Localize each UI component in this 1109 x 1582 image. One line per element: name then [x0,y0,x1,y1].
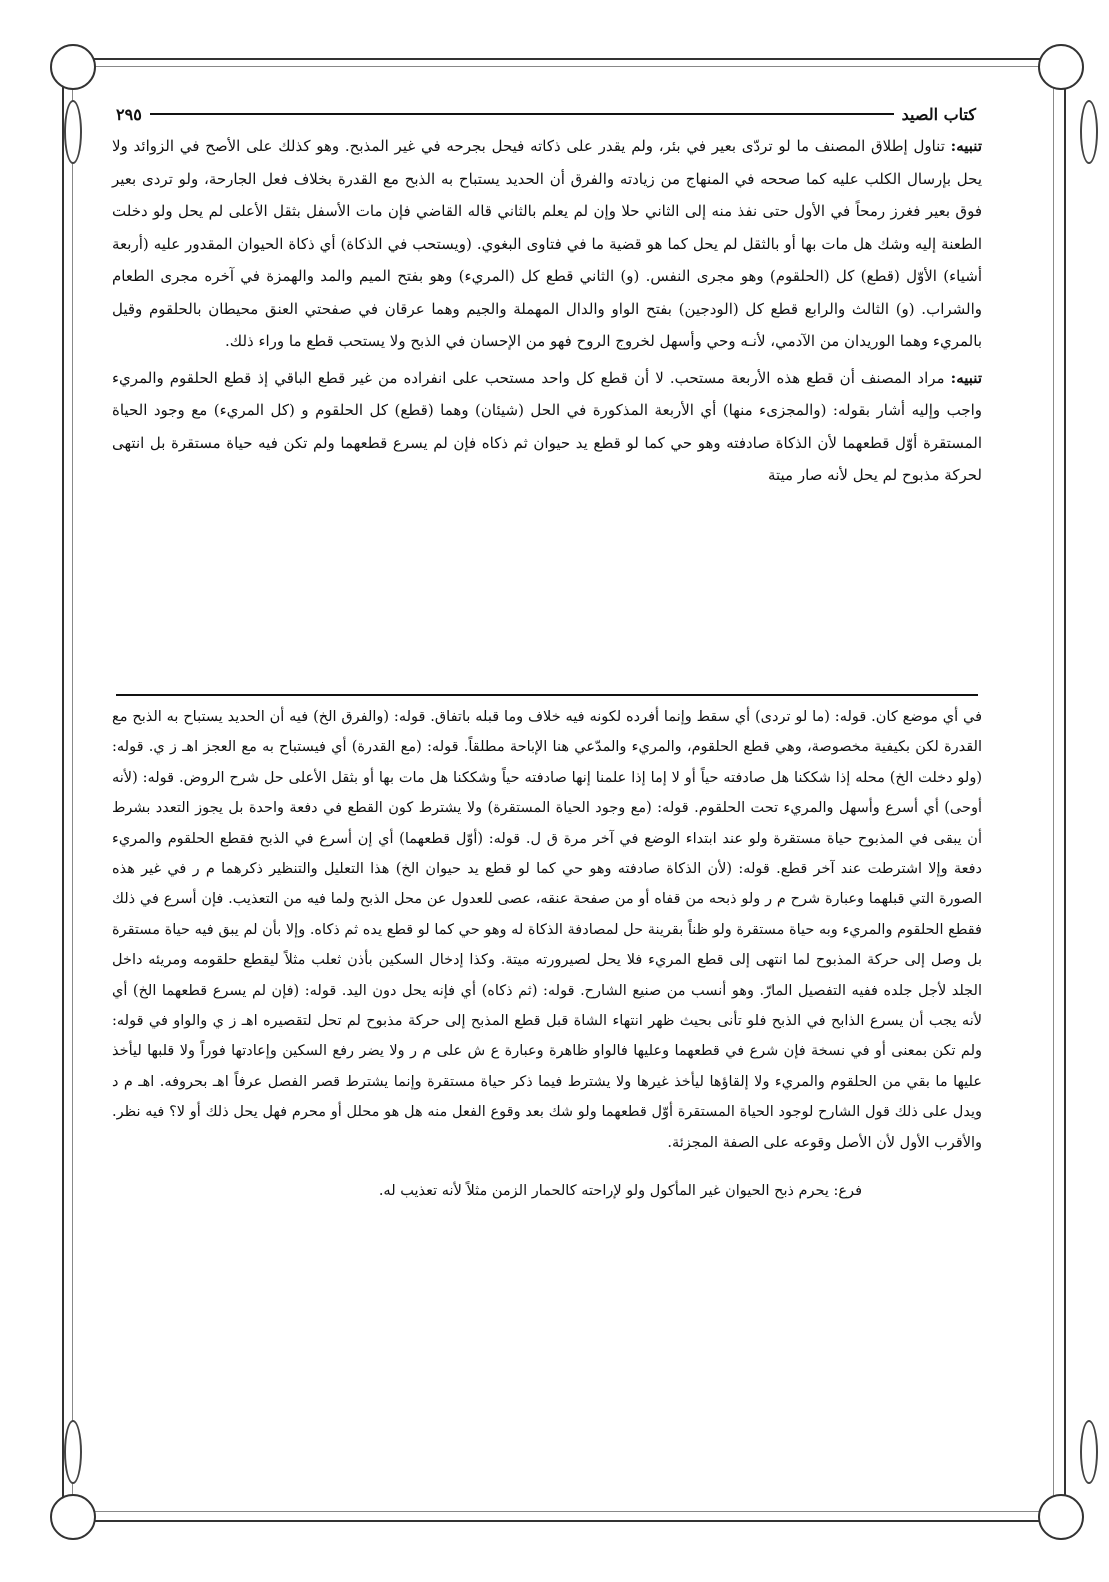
running-title: كتاب الصيد [901,104,976,124]
header-rule [150,113,894,115]
page-header [116,100,976,128]
ornament-corner-icon [50,1494,96,1540]
main-text [112,130,982,496]
ornament-corner-icon [1038,44,1084,90]
note-label: تنبيه: [950,137,982,155]
paragraph-text: مراد المصنف أن قطع هذه الأربعة مستحب. لا أن قطع كل واحد مستحب على انفراده من غير قطع الباقي إذ قطع الحلقوم والمريء واجب وإليه أشار بقوله: (والمجزىء منها) أي الأربعة المذكورة في الحل (شيئان) وهما (قطع) كل الحلقوم و (كل المريء) مع وجود الحياة المستقرة أوّل قطعهما لأن الذكاة صادفته وهو حي كما لو قطع يد حيوان ثم ذكاه فإن لم يسرع قطعهما ولم تكن فيه حياة مستقرة بل انتهى لحركة مذبوح لم يحل لأنه صار ميتة [112,368,982,484]
main-paragraph [112,362,982,492]
ornament-curl-icon [64,100,82,164]
ornament-curl-icon [1080,100,1098,164]
commentary-subsection: فرع: يحرم ذبح الحيوان غير المأكول ولو لإراحته كالحمار الزمن مثلاً لأنه تعذيب له. [378,1183,862,1200]
footnote-separator [116,694,978,696]
ornament-curl-icon [1080,1420,1098,1484]
ornament-curl-icon [64,1420,82,1484]
commentary-text: في أي موضع كان. قوله: (ما لو تردى) أي سقط وإنما أفرده لكونه فيه خلاف وما قبله باتفاق. قوله: (والفرق الخ) فيه أن الحديد يستباح به الذبح مع القدرة لكن بكيفية مخصوصة، وهي قطع الحلقوم، والمريء والمدّعي هنا الإباحة مطلقاً. قوله: (مع القدرة) أي فيستباح به مع العجز اهـ ز ي. قوله: (ولو دخلت الخ) محله إذا شككنا هل صادفته حياً أو لا إما إذا علمنا إنها صادفته حياً وشككنا هل مات بها أو بثقل الأعلى حل شرح الروض. قوله: (لأنه أوحى) أي أسرع وأسهل والمريء تحت الحلقوم. قوله: (مع وجود الحياة المستقرة) ولا يشترط كون القطع في دفعة واحدة بل يجوز التعدد بشرط أن يبقى في المذبوح حياة مستقرة ولو عند ابتداء الوضع في آخر مرة ق ل. قوله: (أوّل قطعهما) أي إن أسرع في الذبح فقطع الحلقوم والمريء دفعة وإلا اشترطت عند آخر قطع. قوله: (لأن الذكاة صادفته وهو حي كما لو قطع يد حيوان الخ) هذا التعليل والتنظير ذكرهما م ر في غير هذه الصورة التي قبلهما وعبارة شرح م ر ولو ذبحه من قفاه أو من صفحة عنقه، عصى للعدول عن محل الذبح ولما فيه من التعذيب. فإن أسرع في ذلك فقطع الحلقوم والمريء وبه حياة مستقرة ولو ظناً بقرينة حل لمصادفة الذكاة له وهو حي كما لو قطع يده ثم ذكاه. وإلا بأن لم يبق فيه حياة مستقرة بل وصل إلى حركة المذبوح لما انتهى إلى قطع المريء فلا يحل لصيرورته ميتة. وكذا إدخال السكين بأذن ثعلب مثلاً ليقطع حلقومه ومريئه داخل الجلد لأجل جلده ففيه التفصيل المارّ. وهو أنسب من صنيع الشارح. قوله: (ثم ذكاه) أي فإنه يحل دون اليد. قوله: (فإن لم يسرع قطعهما الخ) أي لأنه يجب أن يسرع الذابح في الذبح فلو تأنى بحيث ظهر انتهاء الشاة قبل قطع المذبح إلى حركة مذبوح لم تحل لتقصيره اهـ ز ي والواو في قوله: ولم تكن بمعنى أو في نسخة فإن شرع في قطعهما وعليها فالواو ظاهرة وعبارة ع ش على م ر ولا يضر رفع السكين وإعادتها فوراً ولا قلبها ليأخذ عليها ما بقي من الحلقوم والمريء ولا إلقاؤها ليأخذ غيرها ولا يشترط فيما ذكر حياة مستقرة وإنما يشترط قصر الفصل عرفاً اهـ بحروفه. اهـ م د ويدل على ذلك قول الشارح لوجود الحياة المستقرة أوّل قطعهما ولو شك بعد وقوع الفعل منه هل هو محلل أو محرم فهل يحل ذلك أو لا؟ فيه نظر. والأقرب الأول لأن الأصل وقوعه على الصفة المجزئة. [112,709,982,1151]
note-label: تنبيه: [950,368,982,387]
main-paragraph [112,130,982,358]
paragraph-text: تناول إطلاق المصنف ما لو تردّى بعير في بئر، ولم يقدر على ذكاته فيحل بجرحه في غير المذبح. وهو كذلك على الأصح في الزوائد ولا يحل بإرسال الكلب عليه كما صححه في المنهاج من زيادته والفرق أن الحديد يستباح به الذبح مع القدرة بخلاف فعل الجارحة، ولو تردى بعير فوق بعير فغرز رمحاً في الأول حتى نفذ منه إلى الثاني حلا وإن لم يعلم بالثاني قاله القاضي فإن مات الأسفل بثقل الأعلى لم يحل ولو دخلت الطعنة إليه وشك هل مات بها أو بالثقل لم يحل كما هو قضية ما في فتاوى البغوي. (ويستحب في الذكاة) أي ذكاة الحيوان المقدور عليه (أربعة أشياء) الأوّل (قطع) كل (الحلقوم) وهو مجرى النفس. (و) الثاني قطع كل (المريء) وهو بفتح الميم والمد والهمزة في آخره مجرى الطعام والشراب. (و) الثالث والرابع قطع كل (الودجين) بفتح الواو والدال المهملة والجيم وهما عرقان في صفحتي العنق محيطان بالحلقوم وقيل بالمريء وهما الوريدان من الآدمي، لأنـه وحي وأسهل لخروج الروح فهو من الإحسان في الذبح ولا يستحب قطع ما وراء ذلك. [112,137,982,350]
ornament-corner-icon [50,44,96,90]
page-number: ٢٩٥ [116,104,142,124]
ornament-corner-icon [1038,1494,1084,1540]
commentary [112,702,982,1207]
